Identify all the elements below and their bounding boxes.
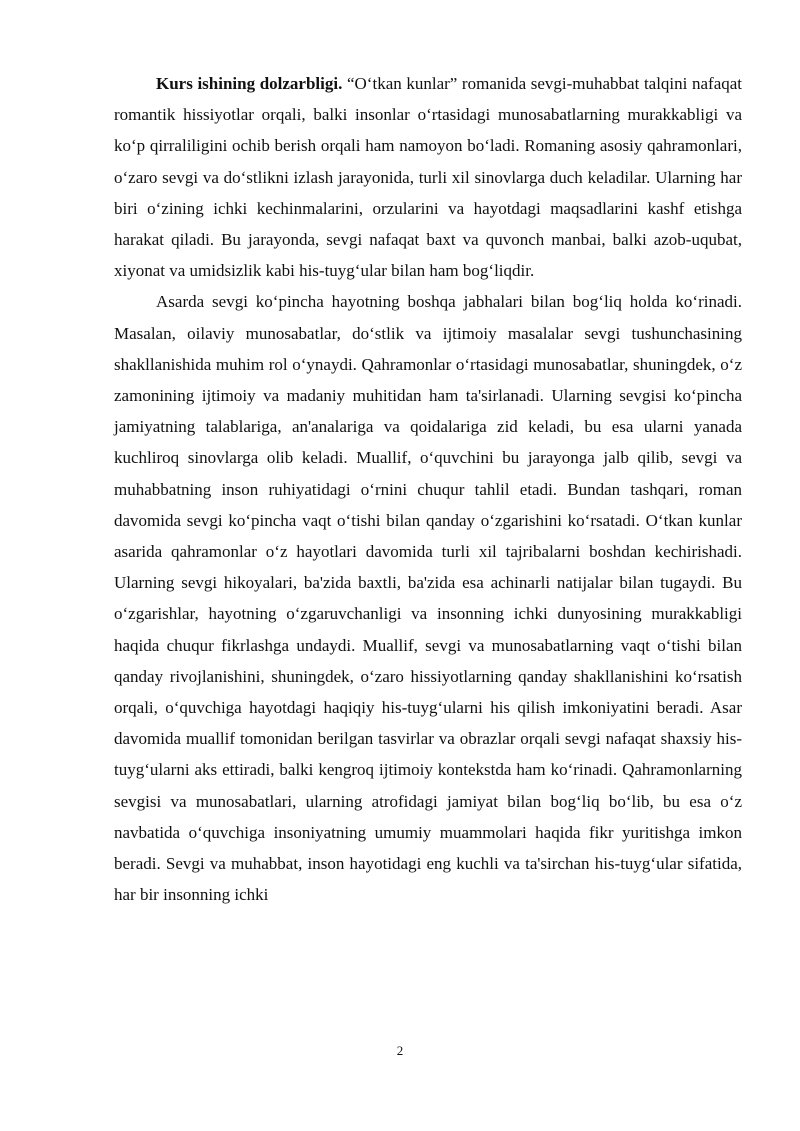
page-number: 2 — [396, 1043, 404, 1058]
paragraph-relevance — [114, 68, 742, 286]
paragraph-2: Asarda sevgi ko‘pincha hayotning boshqa jabhalari bilan bog‘liq holda ko‘rinadi. Masalan, oilaviy munosabatlar, do‘stlik va ijtimoiy masalalar sevgi tushunchasining shakllanishida muhim rol o‘ynaydi. Qahramonlar o‘rtasidagi munosabatlar, shuningdek, o‘z zamonining ijtimoiy va madaniy muhitidan ham ta'sirlanadi. Ularning sevgisi ko‘pincha jamiyatning talablariga, an'analariga va qoidalariga zid keladi, bu esa ularni yanada kuchliroq sinovlarga olib keladi. Muallif, o‘quvchini bu jarayonga jalb qilib, sevgi va muhabbatning inson ruhiyatidagi o‘rnini chuqur tahlil etadi. Bundan tashqari, roman davomida sevgi ko‘pincha vaqt o‘tishi bilan qanday o‘zgarishini ko‘rsatadi. O‘tkan kunlar asarida qahramonlar o‘z hayotlari davomida turli xil tajribalarni boshdan kechirishadi. Ularning sevgi hikoyalari, ba'zida baxtli, ba'zida esa achinarli natijalar bilan tugaydi. Bu o‘zgarishlar, hayotning o‘zgaruvchanligi va insonning ichki dunyosining murakkabligi haqida chuqur fikrlashga undaydi. Muallif, sevgi va munosabatlarning vaqt o‘tishi bilan qanday rivojlanishini, shuningdek, o‘zaro hissiyotlarning qanday shakllanishini ko‘rsatish orqali, o‘quvchiga hayotdagi haqiqiy his-tuyg‘ularni his qilish imkoniyatini beradi. Asar davomida muallif tomonidan berilgan tasvirlar va obrazlar orqali sevgi nafaqat shaxsiy his-tuyg‘ularni aks ettiradi, balki kengroq ijtimoiy kontekstda ham ko‘rinadi. Qahramonlarning sevgisi va munosabatlari, ularning atrofidagi jamiyat bilan bog‘liq bo‘lib, bu esa o‘z navbatida o‘quvchiga insoniyatning umumiy muammolari haqida fikr yuritishga imkon beradi. Sevgi va muhabbat, inson hayotidagi eng kuchli va ta'sirchan his-tuyg‘ular sifatida, har bir insonning ichki — [114, 292, 742, 905]
section-heading: Kurs ishining dolzarbligi. — [156, 74, 343, 93]
paragraph-1-text: “O‘tkan kunlar” romanida sevgi-muhabbat talqini nafaqat romantik hissiyotlar orqali, balki insonlar o‘rtasidagi munosabatlarning murakkabligi va ko‘p qirraliligini ochib berish orqali ham namoyon bo‘ladi. Romaning asosiy qahramonlari, o‘zaro sevgi va do‘stlikni izlash jarayonida, turli xil sinovlarga duch keladilar. Ularning har biri o‘zining ichki kechinmalarini, orzularini va hayotdagi maqsadlarini kashf etishga harakat qiladi. Bu jarayonda, sevgi nafaqat baxt va quvonch manbai, balki azob-uqubat, xiyonat va umidsizlik kabi his-tuyg‘ular bilan ham bog‘liqdir. — [114, 74, 743, 281]
document-page — [114, 68, 742, 910]
